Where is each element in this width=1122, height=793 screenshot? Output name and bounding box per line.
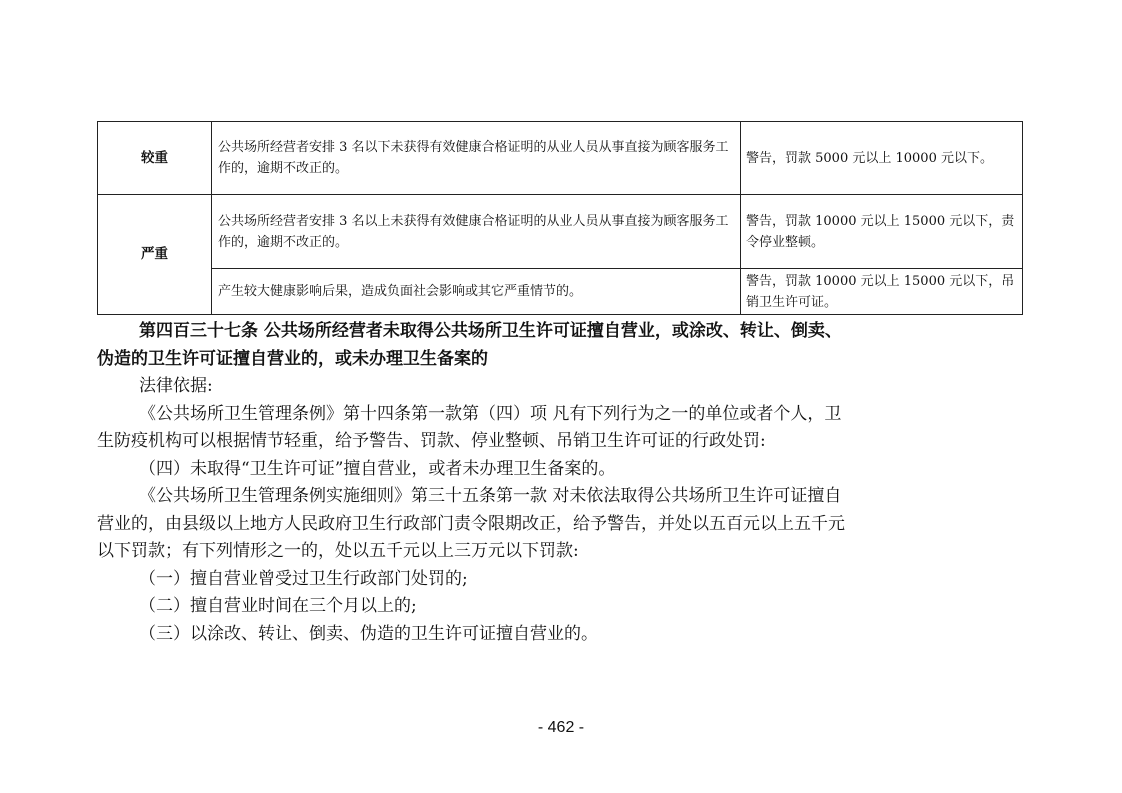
detail-paragraph-continued: 以下罚款；有下列情形之一的，处以五千元以上三万元以下罚款: <box>97 541 579 561</box>
table-row <box>98 195 1023 269</box>
table-row <box>98 122 1023 195</box>
article-body <box>97 318 1027 648</box>
regulation-paragraph-continued: 生防疫机构可以根据情节轻重，给予警告、罚款、停业整顿、吊销卫生许可证的行政处罚: <box>97 431 766 451</box>
violation-condition: 产生较大健康影响后果，造成负面社会影响或其它严重情节的。 <box>212 269 741 315</box>
penalty-text: 警告，罚款 5000 元以上 10000 元以下。 <box>741 122 1023 195</box>
severity-level: 严重 <box>98 195 212 315</box>
penalty-text: 警告，罚款 10000 元以上 15000 元以下，责令停业整顿。 <box>741 195 1023 269</box>
list-item: （二）擅自营业时间在三个月以上的; <box>139 596 417 616</box>
violation-condition: 公共场所经营者安排 3 名以下未获得有效健康合格证明的从业人员从事直接为顾客服务工作的，逾期不改正的。 <box>212 122 741 195</box>
table-row <box>98 269 1023 315</box>
article-heading: 第四百三十七条 公共场所经营者未取得公共场所卫生许可证擅自营业，或涂改、转让、倒卖、 <box>139 321 842 341</box>
legal-basis-label: 法律依据: <box>139 376 213 396</box>
severity-level: 较重 <box>98 122 212 195</box>
detail-paragraph: 《公共场所卫生管理条例实施细则》第三十五条第一款 对未依法取得公共场所卫生许可证擅自 <box>139 486 842 506</box>
regulation-paragraph: 《公共场所卫生管理条例》第十四条第一款第（四）项 凡有下列行为之一的单位或者个人，卫 <box>139 403 842 424</box>
detail-paragraph-continued: 营业的，由县级以上地方人民政府卫生行政部门责令限期改正，给予警告，并处以五百元以上五千元 <box>97 513 845 534</box>
violation-condition: 公共场所经营者安排 3 名以上未获得有效健康合格证明的从业人员从事直接为顾客服务工作的，逾期不改正的。 <box>212 195 741 269</box>
penalty-table <box>97 121 1023 315</box>
list-item: （一）擅自营业曾受过卫生行政部门处罚的; <box>139 568 468 589</box>
page-number: - 462 - <box>537 719 585 736</box>
list-item: （三）以涂改、转让、倒卖、伪造的卫生许可证擅自营业的。 <box>139 623 598 644</box>
regulation-item: （四）未取得“卫生许可证”擅自营业，或者未办理卫生备案的。 <box>139 458 616 479</box>
penalty-text: 警告，罚款 10000 元以上 15000 元以下，吊销卫生许可证。 <box>741 269 1023 315</box>
article-heading-continued: 伪造的卫生许可证擅自营业的，或未办理卫生备案的 <box>97 348 488 369</box>
